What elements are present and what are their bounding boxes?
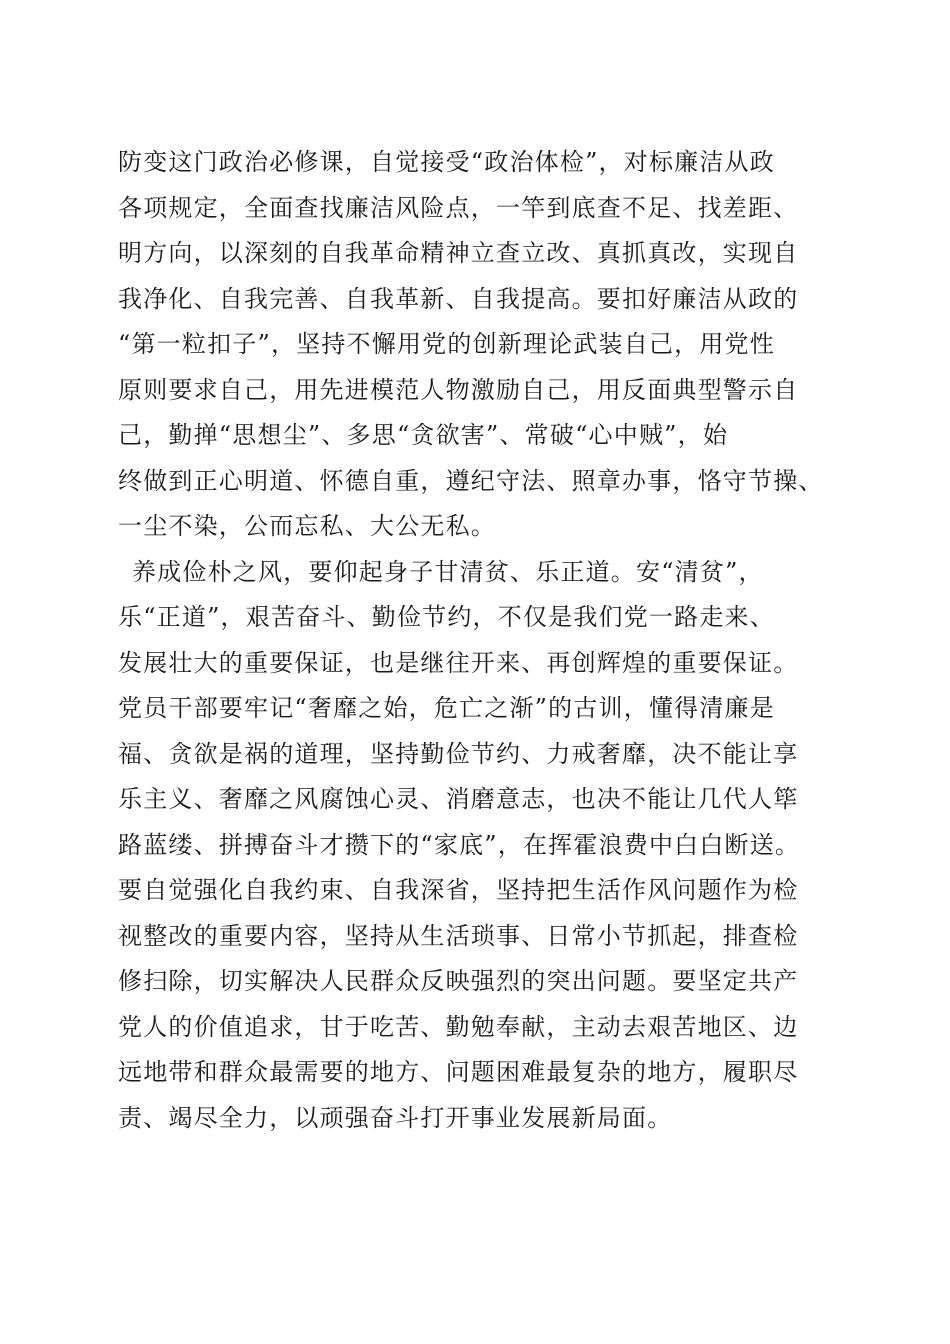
text-line: 福、贪欲是祸的道理，坚持勤俭节约、力戒奢靡，决不能让享 <box>118 739 799 768</box>
text-line: 我净化、自我完善、自我革新、自我提高。要扣好廉洁从政的 <box>118 284 799 313</box>
paragraph-1 <box>118 140 848 550</box>
text-line: 己，勤掸“思想尘”、多思“贪欲害”、常破“心中贼”，始 <box>118 421 729 449</box>
text-line: 远地带和群众最需要的地方、问题困难最复杂的地方，履职尽 <box>118 1058 799 1086</box>
text-line: “第一粒扣子”，坚持不懈用党的创新理论武装自己，用党性 <box>118 330 775 358</box>
text-line: 终做到正心明道、怀德自重，遵纪守法、照章办事，恪守节操、 <box>118 466 824 495</box>
body-text <box>118 140 848 1141</box>
text-line: 视整改的重要内容，坚持从生活琐事、日常小节抓起，排查检 <box>118 921 799 950</box>
text-line: 防变这门政治必修课，自觉接受“政治体检”，对标廉洁从政 <box>118 148 775 176</box>
text-line: 路蓝缕、拼搏奋斗才攒下的“家底”，在挥霍浪费中白白断送。 <box>118 830 801 859</box>
text-line: 党员干部要牢记“奢靡之始，危亡之渐”的古训，懂得清廉是 <box>118 694 775 722</box>
text-line: 乐“正道”，艰苦奋斗、勤俭节约，不仅是我们党一路走来、 <box>118 603 775 631</box>
text-line: 发展壮大的重要保证，也是继往开来、再创辉煌的重要保证。 <box>118 648 799 677</box>
text-line: 养成俭朴之风，要仰起身子甘清贫、乐正道。安“清贫”， <box>132 557 764 586</box>
text-line: 修扫除，切实解决人民群众反映强烈的突出问题。要坚定共产 <box>118 967 799 995</box>
text-line: 各项规定，全面查找廉洁风险点，一竿到底查不足、找差距、 <box>118 193 799 222</box>
text-line: 责、竭尽全力，以顽强奋斗打开事业发展新局面。 <box>118 1103 673 1132</box>
text-line: 乐主义、奢靡之风腐蚀心灵、消磨意志，也决不能让几代人筚 <box>118 785 799 813</box>
text-line: 明方向，以深刻的自我革命精神立查立改、真抓真改，实现自 <box>118 239 799 267</box>
text-line: 党人的价值追求，甘于吃苦、勤勉奉献，主动去艰苦地区、边 <box>118 1012 799 1041</box>
text-line: 原则要求自己，用先进模范人物激励自己，用反面典型警示自 <box>118 375 799 404</box>
text-line: 要自觉强化自我约束、自我深省，坚持把生活作风问题作为检 <box>118 876 799 904</box>
text-line: 一尘不染，公而忘私、大公无私。 <box>118 512 496 540</box>
paragraph-2 <box>118 550 848 1142</box>
